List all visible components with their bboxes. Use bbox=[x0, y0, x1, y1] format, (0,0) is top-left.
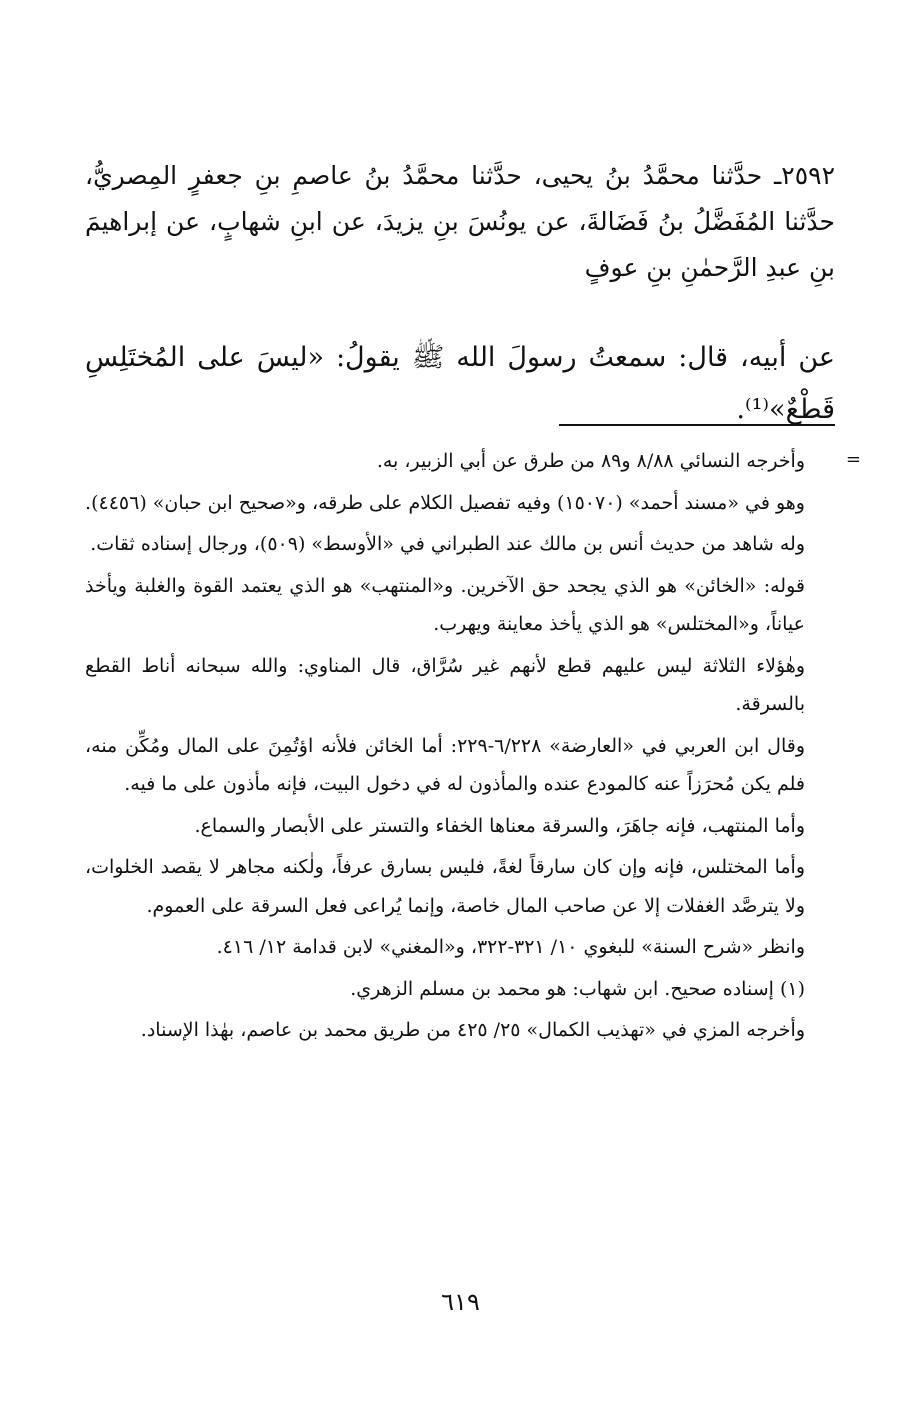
footnote-paragraph: وله شاهد من حديث أنس بن مالك عند الطبراني في «الأوسط» (٥٠٩)، ورجال إسناده ثقات. bbox=[90, 533, 805, 555]
hadith-matn: عن أبيه، قال: سمعتُ رسولَ الله ﷺ يقولُ: «ليسَ على المُختَلِسِ قَطْعٌ»⁽¹⁾. bbox=[85, 342, 835, 425]
footnote-paragraph: وأخرجه النسائي ٨/٨٨ و٨٩ من طرق عن أبي الزبير، به. bbox=[376, 450, 805, 472]
footnote-paragraph: وانظر «شرح السنة» للبغوي ١٠/ ٣٢١-٣٢٢، و«المغني» لابن قدامة ١٢/ ٤١٦. bbox=[216, 936, 805, 958]
footnote-paragraph: قوله: «الخائن» هو الذي يجحد حق الآخرين. و«المنتهب» هو الذي يعتمد القوة والغلبة ويأخذ عياناً، و«المختلس» هو الذي يأخذ معاينة ويهرب. bbox=[85, 574, 805, 635]
footnote-divider bbox=[559, 424, 835, 426]
footnote-paragraph: وأخرجه المزي في «تهذيب الكمال» ٢٥/ ٤٢٥ من طريق محمد بن عاصم، بهٰذا الإسناد. bbox=[140, 1019, 805, 1041]
footnote-paragraph: وهٰؤلاء الثلاثة ليس عليهم قطع لأنهم غير سُرَّاق، قال المناوي: والله سبحانه أناط القطع بالسرقة. bbox=[85, 654, 805, 715]
footnote-continuation-mark: = bbox=[845, 449, 861, 470]
footnote-paragraph: (١) إسناده صحيح. ابن شهاب: هو محمد بن مسلم الزهري. bbox=[350, 977, 805, 1000]
footnote-paragraph: وقال ابن العربي في «العارضة» ٦/٢٢٨-٢٢٩: أما الخائن فلأنه اؤتُمِنَ على المال ومُكِّن منه، فلم يكن مُحرَزاً عنه كالمودع عنده والمأذون له في دخول البيت، فإنه مأذون على ما فيه. bbox=[85, 734, 806, 795]
footnotes-section bbox=[85, 442, 835, 1050]
footnote-paragraph: وهو في «مسند أحمد» (١٥٠٧٠) وفيه تفصيل الكلام على طرقه، و«صحيح ابن حبان» (٤٤٥٦). bbox=[85, 491, 805, 514]
footnote-paragraph: وأما المنتهب، فإنه جاهَرَ، والسرقة معناها الخفاء والتستر على الأبصار والسماع. bbox=[194, 814, 805, 837]
hadith-isnad: ٢٥٩٢ـ حدَّثنا محمَّدُ بنُ يحيى، حدَّثنا محمَّدُ بنُ عاصمِ بنِ جعفرٍ المِصريُّ، حدَّثنا المُفَضَّلُ بنُ فَضَالةَ، عن يونُسَ بنِ يزيدَ، عن ابنِ شهابٍ، عن إبراهيمَ بنِ عبدِ الرَّحمٰنِ بنِ عوفٍ bbox=[85, 161, 835, 282]
page-number: ٦١٩ bbox=[441, 1288, 480, 1316]
footnote-paragraph: وأما المختلس، فإنه وإن كان سارقاً لغةً، فليس بسارق عرفاً، ولٰكنه مجاهر لا يقصد الخلوات، ولا يترصَّد الغفلات إلا عن صاحب المال خاصة، وإنما يُراعى فعل السرقة على العموم. bbox=[85, 856, 805, 917]
